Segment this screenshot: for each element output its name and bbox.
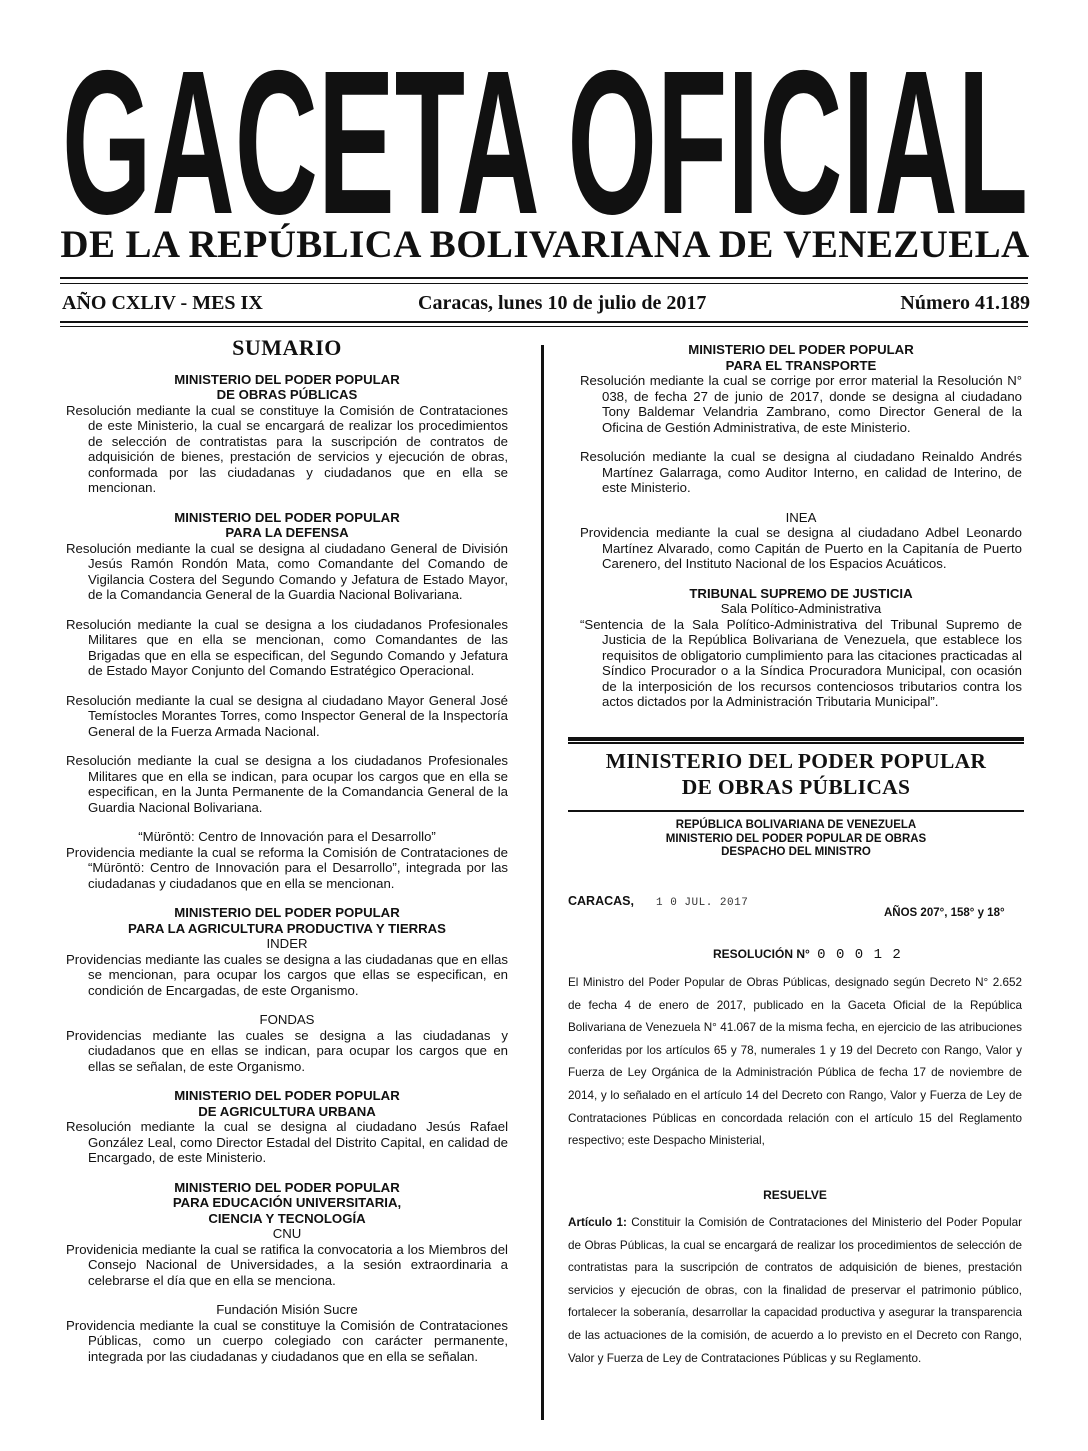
document-header-line: MINISTERIO DEL PODER POPULAR DE OBRAS (665, 832, 927, 845)
document-place: CARACAS, (568, 894, 634, 908)
ministry-heading-line: MINISTERIO DEL PODER POPULAR (174, 371, 400, 387)
sumario-right-column (580, 336, 1022, 724)
ministry-heading-line: MINISTERIO DEL PODER POPULAR (174, 509, 400, 525)
ministry-heading-line: DE OBRAS PÚBLICAS (216, 387, 358, 402)
issue-number: Número 41.189 (900, 292, 1030, 314)
sumario-entry: Resolución mediante la cual se designa a los ciudadanos Profesionales Militares que en ella se mencionan, como Comandantes de las Brigadas que en ella se especifican, del Segundo Comando y Jefatura de Estado Mayor Conjunto del Comando Estratégico Operacional. (66, 616, 508, 678)
entity-subheading: INDER (266, 936, 308, 951)
resuelve-heading: RESUELVE (763, 1188, 827, 1202)
sumario-entry: Providencia mediante la cual se reforma la Comisión de Contrataciones de “Mürōntö: Centro de Innovación para el Desarrollo”, integrada por las ciudadanas y ciudadanos que en ella se mencionan. (66, 844, 508, 891)
ministry-heading (66, 905, 508, 936)
sumario-entry: Providencia mediante la cual se designa al ciudadano Adbel Leonardo Martínez Alvarado, como Capitán de Puerto en la Capitanía de Puerto Carenero, del Instituto Nacional de los Espacios Acuáticos. (580, 525, 1022, 571)
ministry-heading-line: MINISTERIO DEL PODER POPULAR (688, 342, 914, 357)
sumario-entry: Resolución mediante la cual se designa al ciudadano General de División Jesús Ramón Rondón Mata, como Comandante del Comando de Vigilancia Costera del Segundo Comando y Jefatura de Estado Mayor, de la Comandancia General de la Guardia Nacional Bolivariana. (66, 540, 508, 602)
ministry-heading-line: PARA LA DEFENSA (225, 525, 349, 540)
sumario-entry: Resolución mediante la cual se designa al ciudadano Reinaldo Andrés Martínez Galarraga, como Auditor Interno, en calidad de Interino, de este Ministerio. (580, 449, 1022, 495)
article-paragraph (568, 1212, 1022, 1370)
section-rule (568, 742, 1024, 744)
sumario-entry: Resolución mediante la cual se designa a los ciudadanos Profesionales Militares que en ella se indican, para ocupar los cargos que en ella se especifican, en la Junta Permanente de la Comandancia General de la Guardia Nacional Bolivariana. (66, 753, 508, 815)
ministry-heading-line: TRIBUNAL SUPREMO DE JUSTICIA (689, 585, 913, 601)
entity-subheading: Sala Político-Administrativa (720, 601, 882, 616)
header-rule (60, 321, 1028, 323)
entity-subheading: Fundación Misión Sucre (216, 1302, 358, 1317)
ministry-heading-line: PARA EDUCACIÓN UNIVERSITARIA, (172, 1195, 402, 1210)
masthead-title (60, 50, 1030, 240)
sumario-left-column (66, 335, 508, 1378)
entity-subheading: INEA (785, 509, 817, 525)
header-rule (60, 283, 1028, 284)
article-text: Constituir la Comisión de Contrataciones del Ministerio del Poder Popular de Obras Públicas, la cual se encargará de realizar los procedimientos de selección de contratistas para la suscripción de contratos de adquisición de bienes, prestación servicios y ejecución de obras, con la finalidad de preservar el patrimonio público, fortalecer la soberanía, desarrollar la capacidad productiva y asegurar la transparencia de las actuaciones de la comisión, de acuerdo a lo previsto en el Decreto con Rango, Valor y Fuerza de Ley de Contrataciones Públicas y su Reglamento. (568, 1216, 1023, 1365)
ministry-heading (66, 1088, 508, 1119)
sumario-entry: Providencias mediante las cuales se designa a las ciudadanas y ciudadanos que en ellas se indican, para ocupar los cargos que en ellas se señalan, de este Organismo. (66, 1027, 508, 1074)
ministry-heading (66, 510, 508, 541)
header-rule (60, 277, 1028, 279)
column-divider (541, 345, 544, 1420)
ministry-heading-line: MINISTERIO DEL PODER POPULAR (174, 905, 400, 920)
ministry-heading-line: MINISTERIO DEL PODER POPULAR (174, 1088, 400, 1103)
sumario-entry: Resolución mediante la cual se designa al ciudadano Mayor General José Temístocles Morantes Torres, como Inspector General de la Inspectoría General de la Fuerza Armada Nacional. (66, 692, 508, 739)
ministry-heading (66, 372, 508, 403)
preamble-paragraph: El Ministro del Poder Popular de Obras Públicas, designado según Decreto N° 2.652 de fecha 4 de enero de 2017, publicado en la Gaceta Oficial de la República Bolivariana de Venezuela N° 41.067 de la misma fecha, en ejercicio de las atribuciones conferidas por los artículos 65 y 78, numerales 1 y 19 del Decreto con Rango, Valor y Fuerza de Ley Orgánica de la Administración Pública de fecha 17 de noviembre de 2014, y lo señalado en el artículo 14 del Decreto con Rango, Valor y Fuerza de Ley de Contrataciones Públicas en concordada relación con el artículo 15 del Reglamento respectivo; este Despacho Ministerial, (568, 976, 1022, 1148)
sumario-entry: Providencias mediante las cuales se designa a las ciudadanas que en ellas se mencionan, para ocupar los cargos que ellas se especifican, en condición de Encargadas, de este Organismo. (66, 951, 508, 998)
ministry-heading (580, 586, 1022, 602)
ministry-heading-line: CIENCIA Y TECNOLOGÍA (208, 1210, 366, 1226)
header-rule (60, 326, 1028, 327)
entity-subheading: CNU (272, 1226, 302, 1241)
section-title-line: DE OBRAS PÚBLICAS (681, 775, 911, 799)
ministry-heading-line: MINISTERIO DEL PODER POPULAR (174, 1179, 400, 1195)
ministry-heading (66, 1180, 508, 1227)
sumario-entry: Providencia mediante la cual se constituye la Comisión de Contrataciones Públicas, como un cuerpo colegiado con carácter permanente, integrada por las ciudadanas y ciudadanos que en ella se señalan. (66, 1317, 508, 1364)
resolution-number (713, 947, 902, 963)
section-rule (568, 737, 1024, 741)
issue-year-month: AÑO CXLIV - MES IX (62, 292, 263, 314)
document-years: AÑOS 207°, 158° y 18° (884, 907, 1005, 919)
section-title-line: MINISTERIO DEL PODER POPULAR (605, 749, 987, 773)
masthead-title-text: GACETA OFICIAL (62, 50, 1028, 240)
resolution-label: RESOLUCIÓN N° (713, 947, 810, 961)
sumario-heading: SUMARIO (232, 335, 342, 360)
document-header-line: REPÚBLICA BOLIVARIANA DE VENEZUELA (675, 819, 917, 831)
ministry-heading-line: DE AGRICULTURA URBANA (198, 1103, 376, 1119)
sumario-entry: “Sentencia de la Sala Político-Administrativa del Tribunal Supremo de Justicia de la República Bolivariana de Venezuela, que establece los requisitos de obligatorio cumplimiento para las citaciones practicadas al Síndico Procurador o a la Síndica Procuradora Municipal, con ocasión de la interposición de los recursos contenciosos tributarios contra los actos dictados por la Administración Tributaria Municipal”. (580, 616, 1022, 709)
ministry-heading-line: PARA EL TRANSPORTE (725, 357, 877, 373)
ministry-heading-line: PARA LA AGRICULTURA PRODUCTIVA Y TIERRAS (128, 920, 446, 936)
ministry-heading (580, 342, 1022, 373)
sumario-entry: Resolución mediante la cual se corrige por error material la Resolución N° 038, de fecha 27 de junio de 2017, donde se designa al ciudadano Tony Baldemar Velandria Zambrano, como Director General de la Oficina de Gestión Administrativa, de este Ministerio. (580, 373, 1022, 435)
document-header (568, 819, 1024, 860)
masthead-subtitle: DE LA REPÚBLICA BOLIVARIANA DE VENEZUELA (60, 223, 1030, 266)
document-stamp-date: 1 0 JUL. 2017 (656, 897, 749, 909)
resolution-number-value: 0 0 0 1 2 (817, 947, 902, 963)
section-rule (568, 810, 1024, 812)
sumario-entry: Providenicia mediante la cual se ratifica la convocatoria a los Miembros del Consejo Nacional de Universidades, a la sesión extraordinaria a celebrarse el día que en ella se menciona. (66, 1241, 508, 1288)
entity-subheading: FONDAS (259, 1012, 315, 1027)
article-label: Artículo 1: (568, 1216, 627, 1229)
section-title (568, 748, 1024, 800)
document-header-line: DESPACHO DEL MINISTRO (721, 846, 871, 858)
issue-date: Caracas, lunes 10 de julio de 2017 (418, 292, 707, 314)
masthead-title-graphic (60, 50, 1030, 240)
sumario-entry: Resolución mediante la cual se designa al ciudadano Jesús Rafael González Leal, como Director Estadal del Distrito Capital, en calidad de Encargado, de este Ministerio. (66, 1119, 508, 1165)
sumario-entry: Resolución mediante la cual se constituye la Comisión de Contrataciones de este Ministerio, la cual se encargará de realizar los procedimientos de selección de contratistas para la suscripción de contratos de adquisición de bienes, prestación de servicios y ejecución de obras, conformada por las ciudadanas y ciudadanos que en ella se mencionan. (66, 402, 508, 495)
entity-subheading: “Mürōntö: Centro de Innovación para el Desarrollo” (138, 829, 436, 844)
